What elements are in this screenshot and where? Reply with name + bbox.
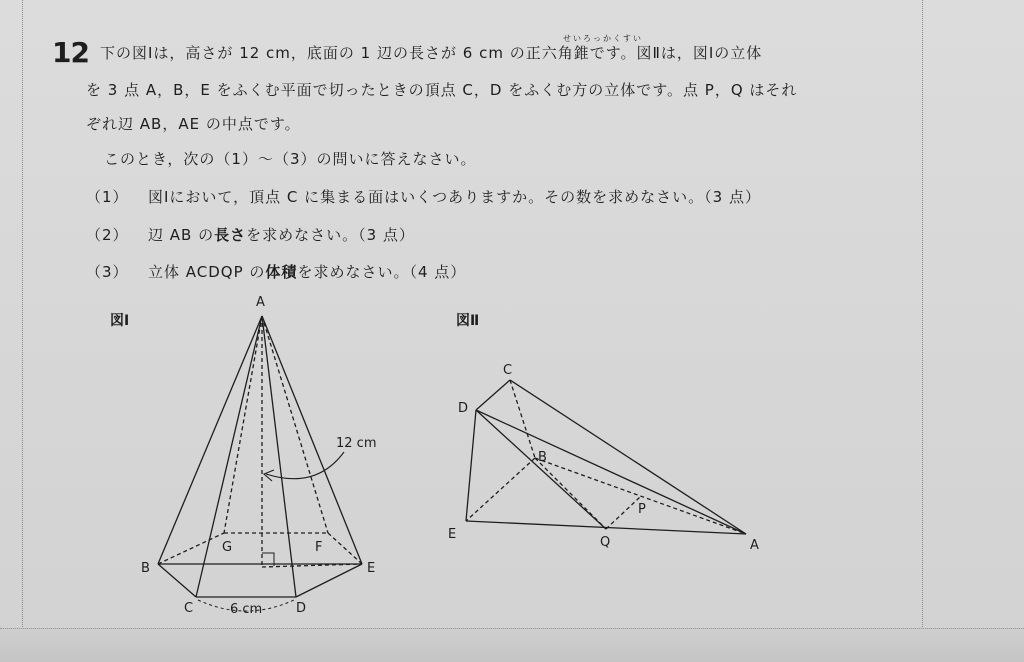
problem-line-2: を 3 点 A，B，E をふくむ平面で切ったときの頂点 C，D をふくむ方の立体です。点 P，Q はそれ bbox=[86, 81, 798, 99]
question-2-number: （2） bbox=[86, 226, 129, 244]
question-3-text-a: 立体 ACDQP の bbox=[148, 263, 266, 281]
figure-2-labels bbox=[448, 363, 759, 553]
question-2-text-a: 辺 AB の bbox=[148, 226, 215, 244]
fig1-hidden-edges bbox=[158, 316, 362, 567]
fig1-label-C: C bbox=[184, 601, 194, 616]
fig2-label-P: P bbox=[638, 502, 646, 517]
figure-2-title: 図Ⅱ bbox=[456, 313, 480, 329]
question-3-text-b: を求めなさい。（4 点） bbox=[297, 263, 467, 281]
fig2-label-D: D bbox=[458, 401, 469, 416]
problem-line-1: 下の図Ⅰは，高さが 12 cm，底面の 1 辺の長さが 6 cm の正六角錐です。図Ⅱは，図Ⅰの立体 bbox=[100, 44, 763, 62]
question-2-text-b: を求めなさい。（3 点） bbox=[246, 226, 415, 244]
fig2-label-C: C bbox=[503, 363, 513, 378]
fig1-label-E: E bbox=[367, 561, 376, 576]
fig1-label-B: B bbox=[141, 561, 150, 576]
fig1-label-G: G bbox=[222, 540, 233, 555]
question-2-bold: 長さ bbox=[214, 226, 247, 244]
fig2-visible-edges bbox=[466, 380, 746, 534]
fig1-label-F: F bbox=[315, 540, 323, 555]
fig1-label-side: 6 cm bbox=[230, 602, 263, 617]
fig2-hidden-edges bbox=[466, 380, 746, 534]
fig1-label-A: A bbox=[256, 295, 265, 310]
figure-1-pyramid bbox=[158, 316, 362, 611]
fig2-label-B: B bbox=[538, 450, 547, 465]
question-1-number: （1） bbox=[86, 188, 129, 206]
fig2-label-E: E bbox=[448, 527, 457, 542]
problem-line-3: ぞれ辺 AB，AE の中点です。 bbox=[86, 115, 301, 133]
problem-line-4: このとき，次の（1）～（3）の問いに答えなさい。 bbox=[104, 150, 477, 168]
question-3-bold: 体積 bbox=[265, 263, 298, 281]
figure-1-title: 図Ⅰ bbox=[110, 313, 130, 329]
question-1-text: 図Ⅰにおいて，頂点 C に集まる面はいくつありますか。その数を求めなさい。（3 点） bbox=[148, 188, 761, 206]
fig1-label-D: D bbox=[296, 601, 307, 616]
fig2-label-Q: Q bbox=[600, 535, 611, 550]
furigana: せいろっかくすい bbox=[563, 34, 643, 43]
fig2-label-A: A bbox=[750, 538, 759, 553]
question-3-number: （3） bbox=[86, 263, 129, 281]
fig1-label-height: 12 cm bbox=[336, 436, 377, 451]
height-pointer bbox=[266, 452, 344, 479]
fig1-visible-edges bbox=[158, 316, 362, 597]
problem-number: 12 bbox=[52, 36, 89, 69]
figure-2-solid bbox=[466, 380, 746, 534]
